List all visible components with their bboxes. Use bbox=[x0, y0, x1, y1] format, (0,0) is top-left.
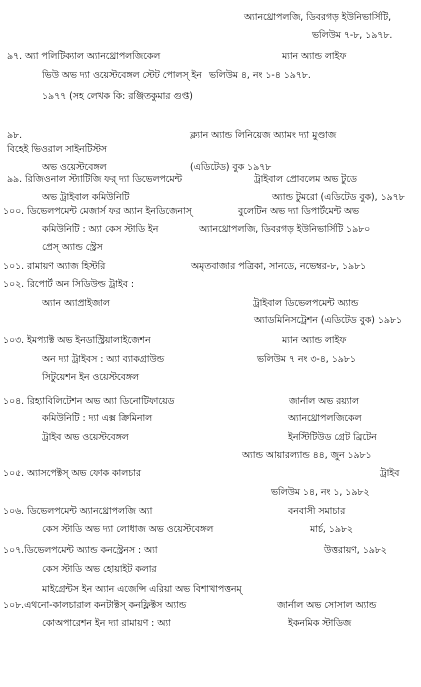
entry-publication: ম্যান অ্যান্ড লাইফ bbox=[282, 335, 347, 346]
entry-publication: মার্চ, ১৯৮২ bbox=[310, 524, 353, 535]
entry-publication: অ্যানথ্রোপলজিকেল bbox=[288, 413, 362, 424]
entry-title-continued: কমিউনিটি : অ্যা কেস স্টাডি ইন bbox=[42, 224, 159, 235]
entry-publication: (এডিটেড) বুক ১৯৭৮ bbox=[190, 162, 272, 173]
entry-publication: অ্যান্ড আয়ারল্যান্ড ৪৪, জুন ১৯৮১ bbox=[242, 450, 372, 461]
entry-title-continued: কেস স্টাডি অভ দ্যা লোধাজ অভ ওয়েস্টবেঙ্গল bbox=[42, 524, 214, 535]
entry-title: ১০৪. রিহ্যাবিলিটেশন অভ অ্যা ডিনোটিফায়েড bbox=[3, 396, 175, 407]
entry-publication: অ্যানথ্রোপলজি, ডিবরগড় ইউনিভার্সিটি, bbox=[244, 12, 392, 23]
entry-title: ৯৭. অ্যা পলিটিক্যাল অ্যানথ্রোপলজিকেল bbox=[7, 51, 161, 62]
entry-title-continued: অ্যান অ্যাপ্রাইজাল bbox=[42, 298, 110, 309]
entry-publication: ইনস্টিটিউড গ্রেট ব্রিটেন bbox=[288, 432, 377, 443]
entry-publication: ইকনমিক স্টাডিজ bbox=[288, 618, 352, 629]
entry-publication: বুলেটিন অভ দ্যা ডিপার্টমেন্ট অভ bbox=[238, 206, 359, 217]
entry-title-continued: অভ ওয়েস্টবেঙ্গল bbox=[42, 162, 107, 173]
entry-title-continued: ১৯৭৭ (সহ লেখক কি: রঞ্জিতকুমার গুপ্ত) bbox=[42, 91, 193, 102]
entry-publication: জার্নাল অভ রয়্যাল bbox=[289, 396, 359, 407]
entry-title: ১০৫. অ্যাসপেক্টস্‌ অভ ফোক কালচার bbox=[3, 468, 141, 479]
entry-publication: ক্ল্যান অ্যান্ড লিনিয়েজ অ্যামং দ্যা মুণ্ডাজ bbox=[190, 130, 337, 141]
entry-title-continued: মাইগ্রেন্টস ইন অ্যান এজেন্সি এরিয়া অভ বিশাখাপত্তনম্‌ bbox=[42, 584, 242, 595]
entry-title-continued: কোঅপারেশন ইন দ্যা রামায়ণ : অ্যা bbox=[42, 618, 171, 629]
entry-publication: ট্রাইবাল ডিভেলপমেন্ট অ্যান্ড bbox=[253, 298, 359, 309]
entry-title: ৯৮. bbox=[7, 130, 23, 141]
entry-title: ১০১. রামায়ণ অ্যাজ হিস্টরি bbox=[3, 261, 106, 272]
entry-title: ১০২. রিপোর্ট অন সিডিউল্ড ট্রাইব : bbox=[3, 279, 135, 290]
entry-title-continued: কেস স্টাডি অভ হোয়াইট কলার bbox=[42, 564, 157, 575]
entry-title-continued: সিটুয়েশন ইন ওয়েস্টবেঙ্গল bbox=[42, 372, 139, 383]
entry-publication: জার্নাল অভ সোসাল অ্যান্ড bbox=[277, 600, 377, 611]
entry-title-continued: ভিউ অভ দ্যা ওয়েস্টবেঙ্গল স্টেট পোলস্‌ ইন bbox=[42, 70, 202, 81]
entry-title-continued: অভ ট্রাইবাল কমিউনিটি bbox=[42, 192, 130, 203]
entry-publication: অ্যান্ড টুমরো (এডিটেড বুক), ১৯৭৮ bbox=[272, 192, 405, 203]
entry-title: ৯৯. রিজিওনাল স্ট্যাটিজি ফর্‌ দ্যা ডিভেলপমেন্ট bbox=[7, 174, 182, 185]
entry-publication: ভলিউম ১৪, নং ১, ১৯৮২ bbox=[271, 487, 370, 498]
entry-publication: অ্যাডমিনিসট্রেশন (এডিটেড বুক) ১৯৮১ bbox=[254, 315, 402, 326]
entry-title: ১০০. ডিভেলপমেন্ট মেজার্স ফর অ্যান ইনডিজেনাস্‌ bbox=[3, 206, 192, 217]
entry-title-continued: অন দ্যা ট্রাইবস : অ্যা ব্যাকগ্রাউন্ড bbox=[42, 354, 165, 365]
entry-title: ১০৮.এথনো-কালচারাল কনটাক্টস্‌ কনফ্লিক্টস অ্যান্ড bbox=[3, 600, 187, 611]
entry-title: ১০৩. ইমপ্যাক্ট অভ ইনডাস্ট্রিয়ালাইজেশন bbox=[3, 335, 151, 346]
entry-title: ১০৭.ডিভেলপমেন্ট অ্যান্ড কনস্ট্রেনস : অ্যা bbox=[3, 545, 158, 556]
entry-title-continued: বিহেই ভিওরাল সাইনটিস্টস bbox=[7, 144, 107, 155]
entry-title-continued: প্রেস্‌ অ্যান্ড স্ট্রেস bbox=[42, 242, 103, 253]
entry-title: ১০৬. ডিভেলপমেন্ট অ্যানথ্রোপলজি অ্যা bbox=[3, 506, 153, 517]
entry-publication: অ্যানথ্রোপলজি, ডিবরগড় ইউনিভার্সিটি ১৯৮০ bbox=[199, 224, 371, 235]
entry-publication: অমৃতবাজার পত্রিকা, সানডে, নভেম্বর-৮, ১৯৮১ bbox=[191, 261, 367, 272]
entry-publication: বনবাসী সমাচার bbox=[288, 506, 346, 517]
entry-publication: ভলিউম ৭ নং ৩-৪, ১৯৮১ bbox=[257, 354, 356, 365]
entry-publication: ভলিউম ৪, নং ১-৪ ১৯৭৮. bbox=[209, 70, 311, 81]
entry-title-continued: কমিউনিটি : দ্যা এক্স ক্রিমিনাল bbox=[42, 413, 153, 424]
entry-title-continued: ট্রাইব অভ ওয়েস্টবেঙ্গল bbox=[42, 432, 129, 443]
entry-publication: ট্রাইব bbox=[380, 468, 400, 479]
entry-publication: ট্রাইবাল প্রোবলেম অভ টুডে bbox=[254, 174, 357, 185]
entry-publication: উত্তরায়ণ, ১৯৮২ bbox=[324, 545, 387, 556]
entry-publication: ভলিউম ৭-৮, ১৯৭৮. bbox=[312, 30, 393, 41]
entry-publication: ম্যান অ্যান্ড লাইফ bbox=[282, 51, 347, 62]
